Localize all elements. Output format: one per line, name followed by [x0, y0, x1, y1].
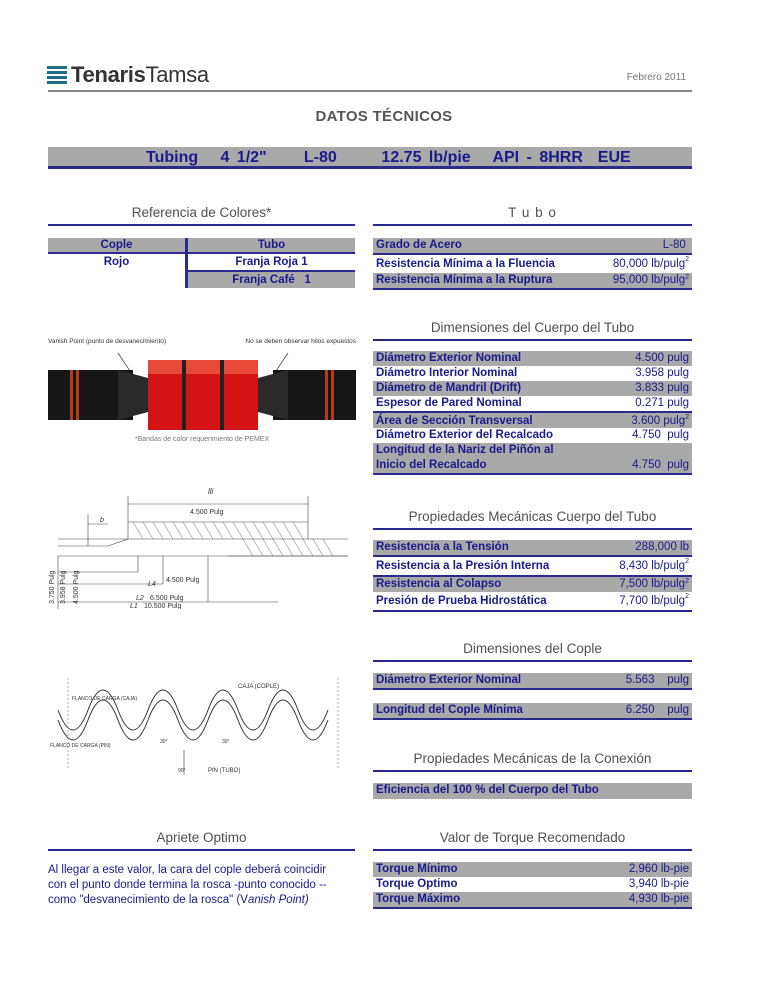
- cople-heading: Dimensiones del Cople: [373, 641, 692, 662]
- d1-label: 3.750 Pulg: [49, 570, 56, 604]
- dim-row: Diámetro Exterior del Recalcado 4.750 pulg: [376, 429, 689, 441]
- torque-row: Torque Mínimo 2,960 lb-pie: [373, 862, 692, 877]
- l2-symbol: L2: [136, 595, 144, 602]
- dim-row: Espesor de Pared Nominal 0.271 pulg: [376, 397, 689, 409]
- dim-row: Diámetro de Mandril (Drift) 3.833 pulg: [373, 381, 692, 396]
- dim-row: Diámetro Interior Nominal 3.958 pulg: [376, 367, 689, 379]
- torque-row: Torque Optimo 3,940 lb-pie: [376, 878, 689, 890]
- page-title: DATOS TÉCNICOS: [315, 108, 453, 125]
- tenaris-logo: [47, 62, 209, 88]
- top-dim-label: 4.500 Pulg: [190, 509, 224, 516]
- pemex-note: *Bandas de color requerimiento de PEMEX: [134, 436, 270, 443]
- apriete-heading: Apriete Optimo: [48, 830, 355, 851]
- tubo-row: Resistencia Mínima a la Fluencia 80,000 lb/pulg$^2$: [376, 256, 689, 270]
- conexion-table: [373, 783, 692, 799]
- l4-symbol: L4: [148, 581, 156, 588]
- date: Febrero 2011: [626, 72, 686, 83]
- col-tubo: Tubo: [257, 239, 286, 251]
- tubo-row: Resistencia Mínima a la Ruptura 95,000 lb/pulg$^2$: [373, 273, 692, 288]
- l1-dim-label: 10.500 Pulg: [144, 603, 182, 609]
- propiedades-table: [373, 540, 692, 612]
- logo-icon: [47, 66, 67, 84]
- prop-row: Resistencia al Colapso 7,500 lb/pulg$^2$: [373, 575, 692, 592]
- product-title: Tubing 4 1/2" L-80 12.75 lb/pie API - 8HRR EUE: [48, 147, 692, 169]
- angle-90: 90°: [178, 768, 186, 774]
- torque-table: [373, 862, 692, 909]
- prop-row: Presión de Prueba Hidrostática 7,700 lb/pulg$^2$: [376, 593, 689, 607]
- prop-row: Resistencia a la Presión Interna 8,430 lb/pulg$^2$: [376, 558, 689, 572]
- flanco-caja-label: FLANCO DE CARGA (CAJA): [72, 696, 138, 702]
- prop-row: Resistencia a la Tensión 288,000 lb: [373, 540, 692, 557]
- flanco-pin-label: FLANCO DE CARGA (PIN): [50, 743, 111, 749]
- tubo-row: Grado de Acero L-80: [373, 238, 692, 255]
- tubo-color-1: Franja Roja 1: [188, 254, 355, 272]
- tubo-heading: T u b o: [373, 205, 692, 226]
- cople-color: Rojo: [48, 254, 188, 288]
- colores-heading: Referencia de Colores*: [48, 205, 355, 226]
- thread-dimensions-diagram: [48, 484, 356, 609]
- d2-label: 3.958 Pulg: [60, 570, 67, 604]
- conexion-heading: Propiedades Mecánicas de la Conexión: [373, 751, 692, 772]
- logo-text: TenarisTamsa: [71, 62, 209, 87]
- ll-label: lli: [208, 487, 214, 496]
- b-label: b: [100, 517, 104, 524]
- torque-heading: Valor de Torque Recomendado: [373, 830, 692, 851]
- tubo-color-2: Franja Café 1: [188, 272, 355, 288]
- coupling-image: [48, 348, 356, 438]
- thread-drawing: [48, 484, 356, 609]
- pin-label: PIN (TUBO): [208, 768, 241, 774]
- hilos-label: No se deben observar hilos expuestos: [245, 338, 356, 345]
- coupling-diagram: [48, 336, 356, 456]
- dimensiones-heading: Dimensiones del Cuerpo del Tubo: [373, 320, 692, 341]
- angle-30-right: 30°: [222, 739, 230, 745]
- dim-row: Área de Sección Transversal 3.600 pulg$^2$: [373, 411, 692, 428]
- l1-symbol: L1: [130, 603, 138, 609]
- torque-row: Torque Máximo 4,930 lb-pie: [373, 892, 692, 907]
- caja-label: CAJA (COPLE): [238, 684, 280, 690]
- col-cople: Cople: [48, 238, 188, 252]
- thread-profile-drawing: [48, 670, 356, 782]
- cople-row: Longitud del Cople Mínima 6.250 pulg: [373, 703, 692, 720]
- angle-30-left: 30°: [160, 739, 168, 745]
- vanish-point-label: Vanish Point (punto de desvanecimiento): [48, 338, 167, 345]
- cople-table: [373, 673, 692, 720]
- d3-label: 4.500 Pulg: [73, 570, 80, 604]
- tubo-table: [373, 238, 692, 290]
- dim-row: Diámetro Exterior Nominal 4.500 pulg: [373, 351, 692, 366]
- dim-row: Longitud de la Nariz del Piñón al Inicio del Recalcado 4.750 pulg: [373, 443, 692, 473]
- thread-profile-diagram: [48, 670, 356, 782]
- l4-dim-label: 4.500 Pulg: [166, 577, 200, 584]
- header-rule: [48, 90, 692, 92]
- dimensiones-table: [373, 351, 692, 475]
- propiedades-heading: Propiedades Mecánicas Cuerpo del Tubo: [373, 509, 692, 530]
- apriete-text: Al llegar a este valor, la cara del cople deberá coincidir con el punto donde termina la rosca -punto conocido -- como "desvanecimiento de la rosca" (Vanish Point): [48, 864, 327, 906]
- cople-row: Diámetro Exterior Nominal 5.563 pulg: [373, 673, 692, 690]
- l2-dim-label: 6.500 Pulg: [150, 595, 184, 602]
- conexion-row: Eficiencia del 100 % del Cuerpo del Tubo: [373, 783, 692, 799]
- colores-table: [48, 238, 355, 288]
